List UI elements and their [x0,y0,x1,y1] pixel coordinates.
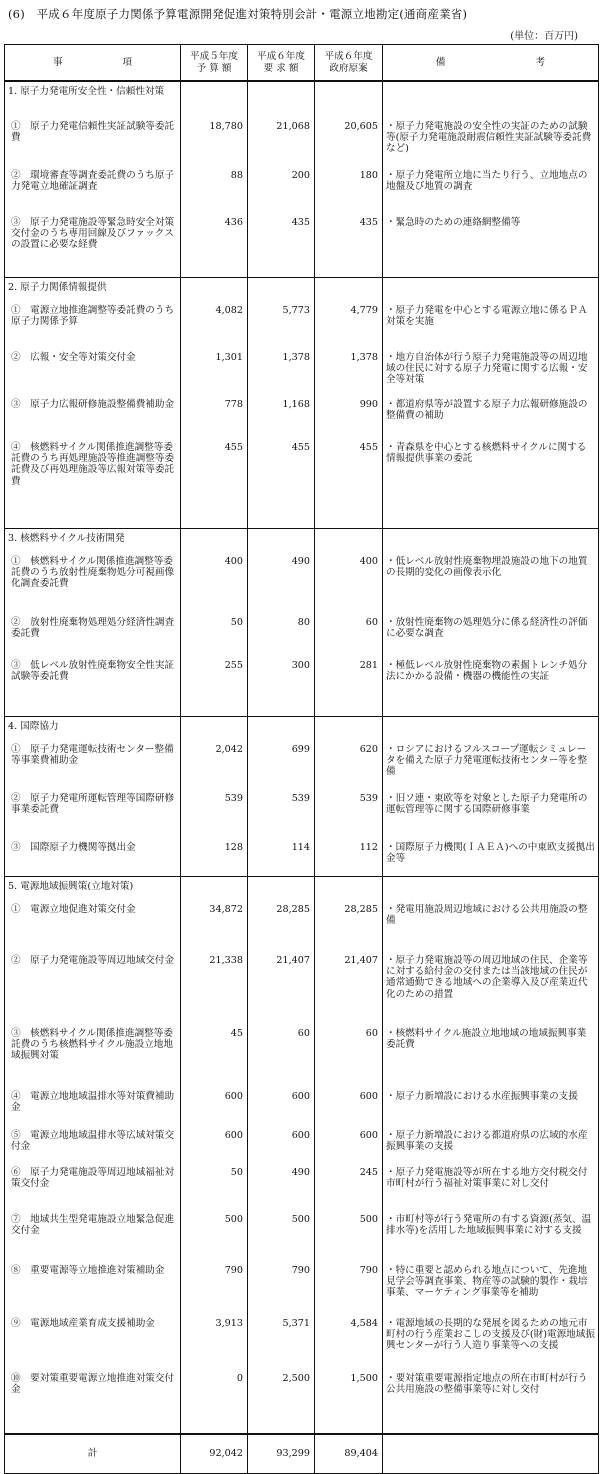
budget-table [4,44,599,1474]
table-row [5,614,599,657]
row-fy5-amount: 400 [181,553,248,614]
empty-cell [383,81,599,118]
row-fy6-government-amount: 620 [315,741,383,790]
row-fy5-amount: 1,301 [181,349,248,396]
row-note: ・都道府県等が設置する原子力広報研修施設の整備費の補助 [383,396,599,439]
row-item: ① 電源立地促進対策交付金 [5,901,181,952]
row-fy6-request-amount: 21,407 [248,952,315,1025]
table-row [5,214,599,278]
row-fy5-amount: 18,780 [181,118,248,167]
empty-cell [181,529,248,554]
header-fy5-line2: 予 算 額 [196,62,232,74]
table-row [5,553,599,614]
row-item: ① 原子力発電信頼性実証試験等委託費 [5,118,181,167]
table-row [5,790,599,839]
row-item: ⑥ 原子力発電施設等周辺地域福祉対策交付金 [5,1164,181,1211]
header-note-char2: 考 [535,56,546,68]
section-title: 5. 電源地域振興策(立地対策) [5,877,181,902]
table-body [5,81,599,1474]
row-fy6-request-amount: 5,773 [248,302,315,349]
row-fy6-government-amount: 20,605 [315,118,383,167]
empty-cell [383,717,599,742]
row-item: ⑤ 電源立地地域温排水等広域対策交付金 [5,1127,181,1164]
total-fy6-request-amount: 93,299 [248,1434,315,1474]
header-note [383,45,599,82]
row-fy6-request-amount: 500 [248,1211,315,1262]
row-fy6-request-amount: 80 [248,614,315,657]
row-item: ④ 電源立地地域温排水等対策費補助金 [5,1088,181,1127]
row-item: ② 原子力発電所運転管理等国際研修事業委託費 [5,790,181,839]
empty-cell [181,877,248,902]
section-row [5,717,599,742]
row-fy6-government-amount: 1,378 [315,349,383,396]
section-row [5,278,599,303]
table-row [5,952,599,1025]
table-row [5,901,599,952]
empty-cell [181,717,248,742]
table-row [5,1088,599,1127]
row-fy5-amount: 600 [181,1127,248,1164]
row-item: ① 原子力発電運転技術センター整備等事業費補助金 [5,741,181,790]
table-row [5,1211,599,1262]
total-note [383,1434,599,1474]
row-item: ⑦ 地域共生型発電施設立地緊急促進交付金 [5,1211,181,1262]
section-row [5,877,599,902]
table-row [5,839,599,877]
row-item: ③ 国際原子力機関等拠出金 [5,839,181,877]
empty-cell [248,278,315,303]
total-fy5-amount: 92,042 [181,1434,248,1474]
empty-cell [383,278,599,303]
row-item: ③ 低レベル放射性廃棄物安全性実証試験等委託費 [5,657,181,717]
header-fy5-line1: 平成５年度 [190,50,238,62]
row-fy6-government-amount: 435 [315,214,383,278]
row-fy6-request-amount: 60 [248,1025,315,1088]
empty-cell [315,278,383,303]
row-fy5-amount: 778 [181,396,248,439]
row-fy5-amount: 455 [181,439,248,529]
total-label: 計 [5,1434,181,1474]
row-fy5-amount: 34,872 [181,901,248,952]
row-item: ⑩ 要対策重要電源立地推進対策交付金 [5,1370,181,1434]
row-fy5-amount: 45 [181,1025,248,1088]
table-row [5,1370,599,1434]
row-item: ② 原子力発電施設等周辺地域交付金 [5,952,181,1025]
header-fy5 [181,45,248,82]
row-fy5-amount: 50 [181,1164,248,1211]
row-fy6-government-amount: 4,779 [315,302,383,349]
row-item: ③ 原子力広報研修施設整備費補助金 [5,396,181,439]
row-fy6-government-amount: 28,285 [315,901,383,952]
total-row [5,1434,599,1474]
row-fy6-government-amount: 790 [315,1262,383,1315]
table-row [5,302,599,349]
document-title: (6) 平成６年度原子力関係予算電源開発促進対策特別会計・電源立地勘定(通商産業省) [8,7,468,21]
empty-cell [315,81,383,118]
row-item: ② 放射性廃棄物処理処分経済性調査委託費 [5,614,181,657]
row-fy5-amount: 539 [181,790,248,839]
row-note: ・極低レベル放射性廃棄物の素掘トレンチ処分法にかかる設備・機器の機能性の実証 [383,657,599,717]
row-fy6-request-amount: 600 [248,1127,315,1164]
table-row [5,118,599,167]
row-fy5-amount: 4,082 [181,302,248,349]
table-row [5,1262,599,1315]
section-row [5,529,599,554]
row-item: ⑧ 重要電源等立地推進対策補助金 [5,1262,181,1315]
row-fy5-amount: 3,913 [181,1315,248,1370]
row-fy6-government-amount: 455 [315,439,383,529]
row-note: ・青森県を中心とする核燃料サイクルに関する情報提供事業の委託 [383,439,599,529]
table-row [5,1315,599,1370]
row-fy6-government-amount: 281 [315,657,383,717]
row-note: ・旧ソ連・東欧等を対象とした原子力発電所の運転管理等に関する国際研修事業 [383,790,599,839]
empty-cell [248,717,315,742]
row-note: ・原子力発電施設の安全性の実証のための試験等(原子力発電施設耐震信頼性実証試験等委託費など) [383,118,599,167]
row-fy6-request-amount: 114 [248,839,315,877]
row-fy6-government-amount: 990 [315,396,383,439]
row-note: ・原子力発電施設等の周辺地域の住民、企業等に対する給付金の交付または当該地域の住民が通常通勤できる地域への企業導入及び産業近代化のための措置 [383,952,599,1025]
table-row [5,167,599,214]
row-item: ② 広報・安全等対策交付金 [5,349,181,396]
row-fy5-amount: 50 [181,614,248,657]
row-fy6-government-amount: 600 [315,1127,383,1164]
row-item: ① 核燃料サイクル関係推進調整等委託費のうち放射性廃棄物処分可視画像化調査委託費 [5,553,181,614]
header-row [5,45,599,82]
table-row [5,1025,599,1088]
row-fy6-government-amount: 1,500 [315,1370,383,1434]
row-fy6-request-amount: 539 [248,790,315,839]
row-fy6-government-amount: 180 [315,167,383,214]
row-fy6-request-amount: 300 [248,657,315,717]
section-title: 3. 核燃料サイクル技術開発 [5,529,181,554]
header-fy6gov-line2: 政府原案 [329,62,368,74]
row-fy6-government-amount: 60 [315,1025,383,1088]
row-note: ・発電用施設周辺地域における公共用施設の整備 [383,901,599,952]
section-row [5,81,599,118]
row-fy5-amount: 500 [181,1211,248,1262]
row-fy6-government-amount: 539 [315,790,383,839]
row-item: ① 電源立地推進調整等委託費のうち原子力関係予算 [5,302,181,349]
header-fy6req-line1: 平成６年度 [257,50,305,62]
row-fy6-request-amount: 435 [248,214,315,278]
row-note: ・核燃料サイクル施設立地地域の地域振興事業委託費 [383,1025,599,1088]
row-fy5-amount: 88 [181,167,248,214]
row-note: ・市町村等が行う発電所の有する資源(蒸気、温排水等)を活用した地域振興事業に対する支援 [383,1211,599,1262]
row-note: ・ロシアにおけるフルスコープ運転シミュレータを備えた原子力発電運転技術センター等を整備 [383,741,599,790]
table-row [5,439,599,529]
row-fy5-amount: 436 [181,214,248,278]
header-item-char1: 事 [52,56,63,68]
row-fy6-government-amount: 600 [315,1088,383,1127]
row-fy6-government-amount: 4,584 [315,1315,383,1370]
row-note: ・原子力発電所立地に当たり行う、立地地点の地盤及び地質の調査 [383,167,599,214]
section-title: 1. 原子力発電所安全性・信頼性対策 [5,81,181,118]
row-fy6-request-amount: 1,378 [248,349,315,396]
row-fy6-request-amount: 5,371 [248,1315,315,1370]
row-item: ⑨ 電源地域産業育成支援補助金 [5,1315,181,1370]
row-fy6-government-amount: 500 [315,1211,383,1262]
unit-label: (単位：百万円) [510,31,578,42]
row-fy6-request-amount: 600 [248,1088,315,1127]
header-item-char2: 項 [122,56,133,68]
row-item: ③ 原子力発電施設等緊急時安全対策交付金のうち専用回線及びファックスの設置に必要な経費 [5,214,181,278]
row-note: ・原子力発電を中心とする電源立地に係るＰＡ対策を実施 [383,302,599,349]
empty-cell [315,529,383,554]
row-fy6-request-amount: 455 [248,439,315,529]
header-note-char1: 備 [435,56,446,68]
row-fy5-amount: 790 [181,1262,248,1315]
row-fy5-amount: 128 [181,839,248,877]
empty-cell [248,529,315,554]
section-title: 4. 国際協力 [5,717,181,742]
table-row [5,349,599,396]
empty-cell [315,877,383,902]
row-fy6-request-amount: 490 [248,1164,315,1211]
row-fy5-amount: 2,042 [181,741,248,790]
row-fy6-government-amount: 21,407 [315,952,383,1025]
empty-cell [383,877,599,902]
table-row [5,657,599,717]
empty-cell [181,278,248,303]
row-note: ・要対策重要電源指定地点の所在市町村が行う公共用施設の整備事業等に対し交付 [383,1370,599,1434]
section-title: 2. 原子力関係情報提供 [5,278,181,303]
row-item: ② 環境審査等調査委託費のうち原子力発電立地確証調査 [5,167,181,214]
row-fy6-request-amount: 1,168 [248,396,315,439]
row-note: ・原子力発電施設等が所在する地方交付税交付市町村が行う福祉対策事業に対し交付 [383,1164,599,1211]
row-note: ・放射性廃棄物の処理処分に係る経済性の評価に必要な調査 [383,614,599,657]
row-fy5-amount: 0 [181,1370,248,1434]
header-fy6-request [248,45,315,82]
table-row [5,1127,599,1164]
row-note: ・原子力新増設における都道府県の広域的水産振興事業の支援 [383,1127,599,1164]
row-item: ③ 核燃料サイクル関係推進調整等委託費のうち核燃料サイクル施設立地地域振興対策 [5,1025,181,1088]
empty-cell [248,877,315,902]
header-item [5,45,181,82]
empty-cell [383,529,599,554]
row-fy6-request-amount: 790 [248,1262,315,1315]
total-fy6-government-amount: 89,404 [315,1434,383,1474]
row-fy6-request-amount: 2,500 [248,1370,315,1434]
row-fy6-request-amount: 21,068 [248,118,315,167]
row-fy6-request-amount: 28,285 [248,901,315,952]
empty-cell [181,81,248,118]
header-fy6req-line2: 要 求 額 [263,62,299,74]
table-row [5,1164,599,1211]
row-fy6-government-amount: 400 [315,553,383,614]
row-note: ・特に重要と認められる地点について、先進地見学会等調査事業、物産等の試験的製作・栽培事業、マーケティング事業等を補助 [383,1262,599,1315]
row-note: ・国際原子力機関(ＩＡＥＡ)への中東欧支援拠出金等 [383,839,599,877]
row-fy5-amount: 255 [181,657,248,717]
row-fy6-request-amount: 699 [248,741,315,790]
row-note: ・電源地域の長期的な発展を図るための地元市町村の行う産業おこしの支援及び(財)電源地域振興センターが行う人造り事業等への支援 [383,1315,599,1370]
header-fy6-government [315,45,383,82]
row-item: ④ 核燃料サイクル関係推進調整等委託費のうち再処理施設等推進調整等委託費及び再処理施設等広報対策等委託費 [5,439,181,529]
empty-cell [315,717,383,742]
row-fy6-government-amount: 60 [315,614,383,657]
row-note: ・低レベル放射性廃棄物埋設施設の地下の地質の長期的変化の画像表示化 [383,553,599,614]
row-fy6-government-amount: 112 [315,839,383,877]
table-row [5,396,599,439]
row-fy5-amount: 600 [181,1088,248,1127]
header-fy6gov-line1: 平成６年度 [324,50,373,62]
row-fy6-request-amount: 200 [248,167,315,214]
table-row [5,741,599,790]
row-note: ・緊急時のための連絡網整備等 [383,214,599,278]
row-note: ・地方自治体が行う原子力発電施設等の周辺地域の住民に対する原子力発電に関する広報・安全等対策 [383,349,599,396]
row-fy6-request-amount: 490 [248,553,315,614]
row-fy5-amount: 21,338 [181,952,248,1025]
row-fy6-government-amount: 245 [315,1164,383,1211]
empty-cell [248,81,315,118]
row-note: ・原子力新増設における水産振興事業の支援 [383,1088,599,1127]
